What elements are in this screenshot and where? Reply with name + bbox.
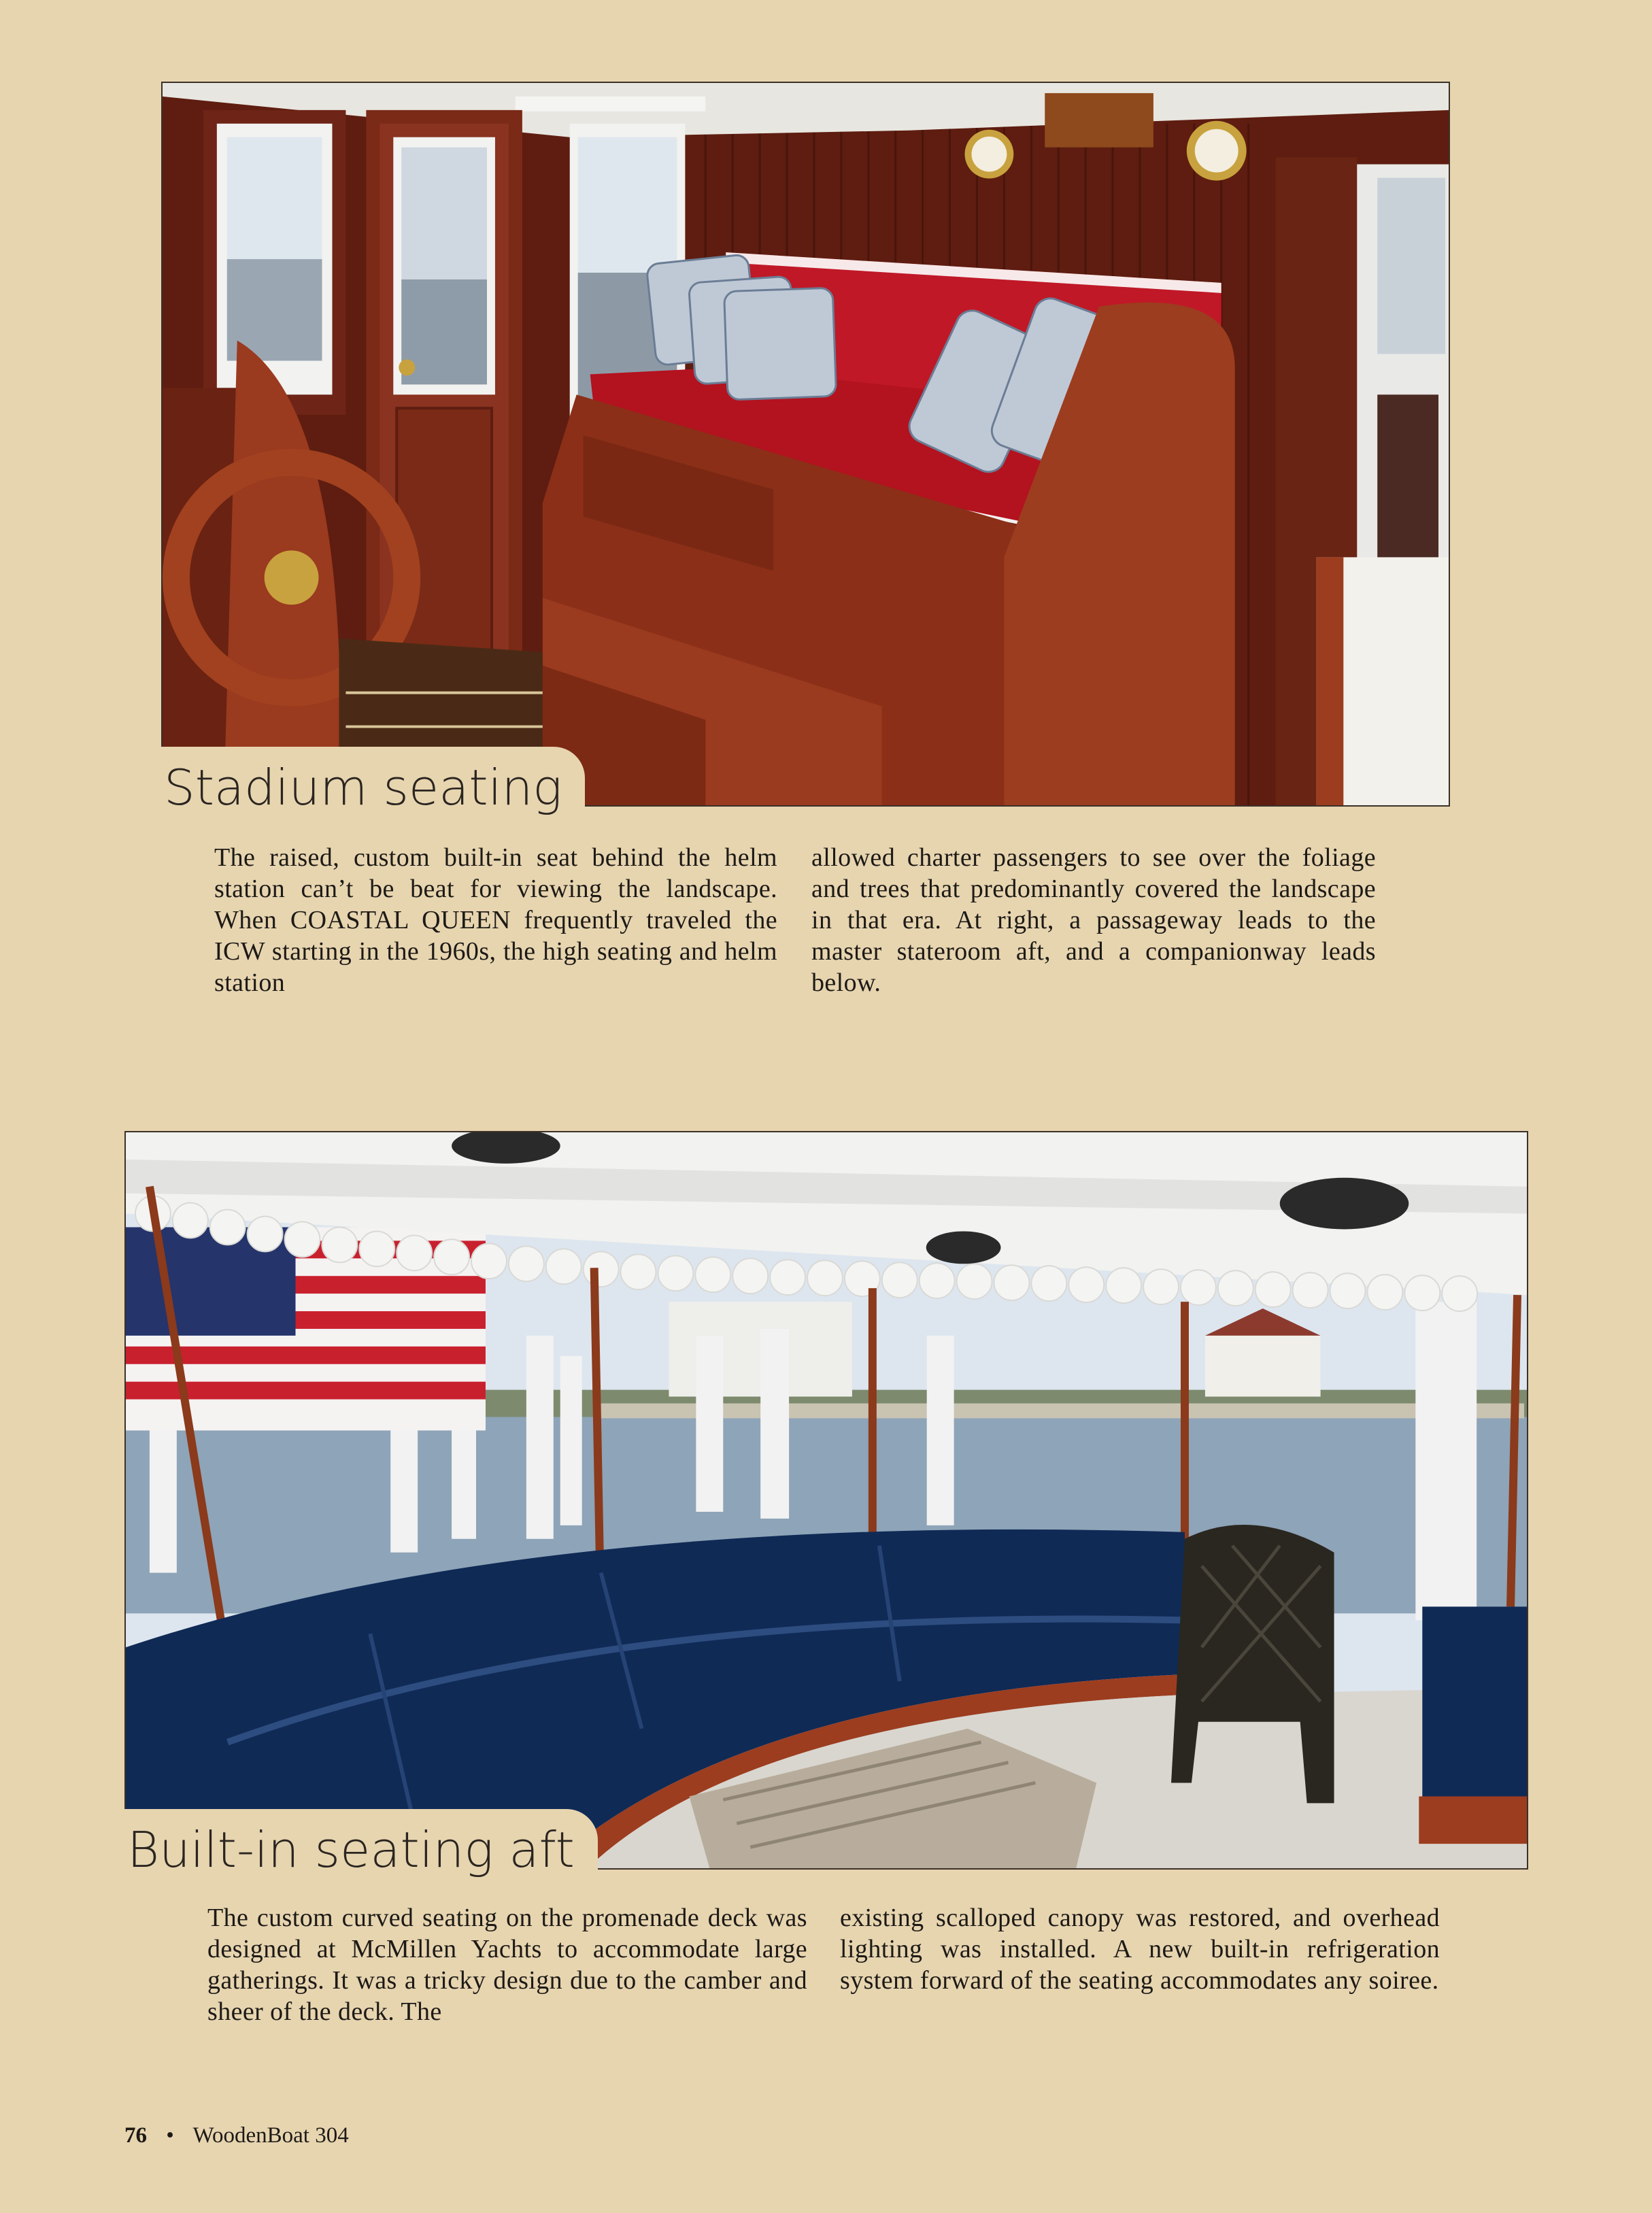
built-in-seating-aft-col2: existing scalloped canopy was restored, and overhead lighting was installed. A new built-in refrigeration system forward of the seating accommodates any soiree. — [840, 1904, 1440, 1995]
publication-name: WoodenBoat 304 — [192, 2123, 349, 2148]
promenade-deck-illustration — [126, 1132, 1527, 1868]
footer-bullet: • — [166, 2123, 174, 2148]
page-footer — [124, 2123, 349, 2148]
stadium-seating-col1: The raised, custom built-in seat behind the helm station can’t be beat for viewing the landscape. When COASTAL QUEEN frequently traveled the ICW starting in the 1960s, the high seating and helm station — [214, 843, 777, 997]
built-in-seating-aft-heading: Built-in seating aft — [124, 1809, 598, 1892]
stadium-seating-col2: allowed charter passengers to see over the foliage and trees that predominantly covered the landscape in that era. At right, a passageway leads to the master stateroom aft, and a companionway leads below. — [811, 843, 1376, 997]
built-in-seating-aft-col1: The custom curved seating on the promenade deck was designed at McMillen Yachts to accommodate large gatherings. It was a tricky design due to the camber and sheer of the deck. The — [207, 1904, 807, 2026]
built-in-seating-aft-photo — [124, 1131, 1528, 1870]
wheelhouse-illustration — [163, 83, 1449, 805]
stadium-seating-photo — [161, 82, 1450, 807]
stadium-seating-heading: Stadium seating — [161, 747, 585, 830]
page-number: 76 — [124, 2123, 147, 2148]
